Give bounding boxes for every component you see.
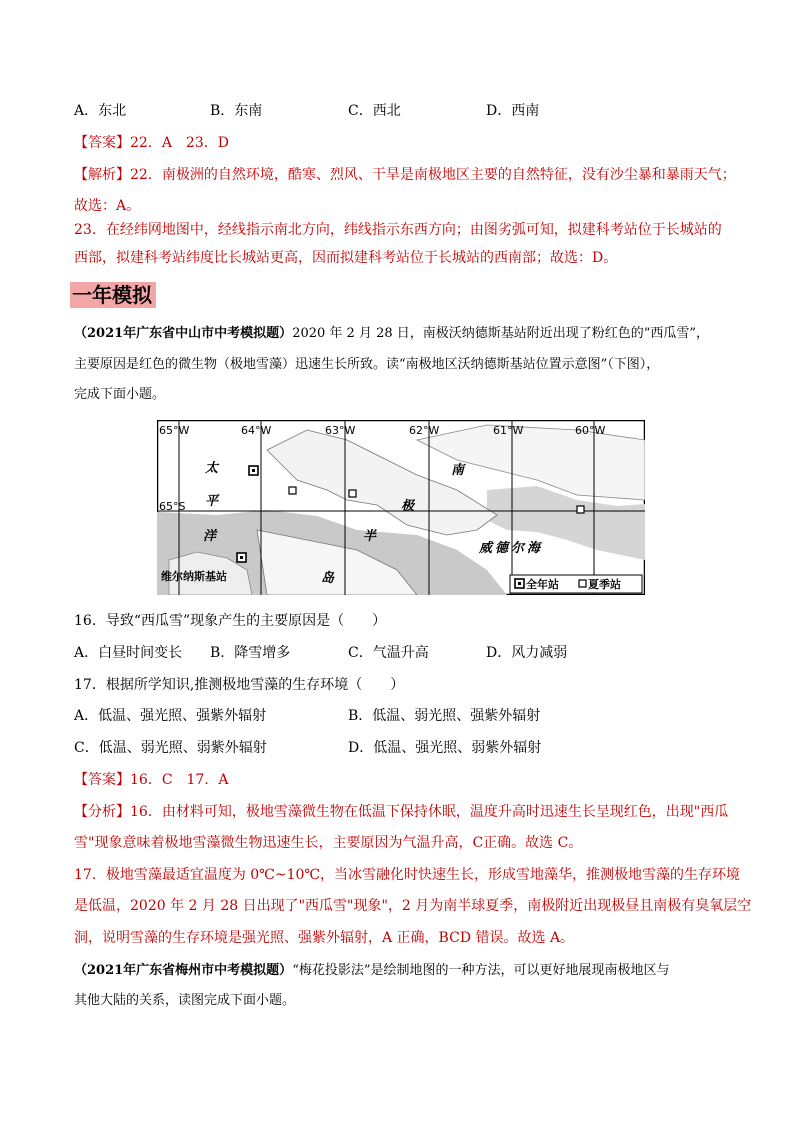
question-stem: 17．根据所学知识,推测极地雪藻的生存环境（ ）	[74, 677, 405, 693]
option-b: B．低温、弱光照、强紫外辐射	[348, 708, 541, 724]
legend-year-icon	[515, 579, 524, 588]
intro-line	[74, 962, 669, 979]
analysis-line: 雪"现象意味着极地雪藻微生物迅速生长，主要原因为气温升高，C正确。故选 C。	[74, 835, 583, 851]
option-a: A．低温、强光照、强紫外辐射	[74, 708, 267, 724]
station-summer-icon	[577, 506, 584, 513]
source-tag: （2021年广东省中山市中考模拟题）	[74, 326, 293, 341]
station-summer-icon	[289, 487, 296, 494]
analysis-line: 23．在经纬网地图中，经线指示南北方向，纬线指示东西方向；由图劣弧可知，拟建科考站位于长城站的	[74, 222, 722, 238]
analysis-line: 西部，拟建科考站纬度比长城站更高，因而拟建科考站位于长城站的西南部；故选：D。	[74, 250, 618, 266]
answer-block-2	[74, 771, 228, 789]
answer-text: 16．C 17．A	[130, 772, 229, 788]
station-label: 维尔纳斯基站	[161, 570, 227, 583]
section-title: 一年模拟	[72, 283, 152, 307]
analysis-text: 16．由材料可知，极地雪藻微生物在低温下保持休眠，温度升高时迅速生长呈现红色，出现"西瓜	[130, 804, 729, 820]
intro-line: 主要原因是红色的微生物（极地雪藻）迅速生长所致。读“南极地区沃纳德斯基站位置示意图”（下图），	[74, 357, 660, 372]
lon-label: 61°W	[493, 424, 524, 437]
intro-line: 完成下面小题。	[74, 387, 166, 402]
legend-year-label: 全年站	[526, 578, 559, 591]
place-label: 平	[205, 494, 219, 509]
analysis-tag: 【分析】	[74, 804, 130, 820]
lon-label: 62°W	[409, 424, 440, 437]
lon-label: 65°W	[159, 424, 190, 437]
station-summer-icon	[349, 490, 356, 497]
option-a: A．白昼时间变长	[74, 645, 183, 661]
intro-text: “梅花投影法”是绘制地图的一种方法，可以更好地展现南极地区与	[292, 963, 670, 978]
answer-block-1	[74, 134, 229, 152]
option-d: D．西南	[486, 103, 540, 119]
option-c: C．西北	[348, 103, 401, 119]
answer-tag: 【答案】	[74, 135, 130, 151]
lon-label: 64°W	[241, 424, 272, 437]
option-c: C．气温升高	[348, 645, 429, 661]
legend-summer-label: 夏季站	[588, 578, 621, 591]
station-year-icon	[249, 466, 258, 475]
answer-tag: 【答案】	[74, 772, 130, 788]
lon-label: 60°W	[575, 424, 606, 437]
analysis-line: 故选：A。	[74, 198, 141, 214]
intro-line: 其他大陆的关系，读图完成下面小题。	[74, 993, 296, 1008]
place-label: 洋	[203, 529, 217, 544]
place-label: 半	[363, 529, 377, 544]
station-location-map	[157, 420, 645, 595]
option-b: B．东南	[210, 103, 263, 119]
option-d: D．风力减弱	[486, 645, 568, 661]
option-c: C．低温、弱光照、弱紫外辐射	[74, 740, 267, 756]
analysis-line	[74, 803, 728, 821]
option-a: A．东北	[74, 103, 127, 119]
analysis-tag: 【解析】	[74, 167, 130, 183]
place-label: 极	[401, 499, 415, 514]
place-label: 太	[205, 461, 219, 476]
analysis-line	[74, 166, 736, 184]
analysis-text: 22．南极洲的自然环境，酷寒、烈风、干旱是南极地区主要的自然特征，没有沙尘暴和暴雨天气；	[130, 167, 736, 183]
lon-label: 63°W	[325, 424, 356, 437]
answer-text: 22．A 23．D	[130, 135, 229, 151]
station-year-icon	[237, 553, 246, 562]
sea-label: 威德尔海	[479, 541, 544, 556]
option-b: B．降雪增多	[210, 645, 291, 661]
analysis-line: 洞，说明雪藻的生存环境是强光照、强紫外辐射，A 正确，BCD 错误。故选 A。	[74, 930, 575, 946]
place-label: 岛	[321, 571, 335, 586]
analysis-line: 17．极地雪藻最适宜温度为 0℃~10℃，当冰雪融化时快速生长，形成雪地藻华，推测极地雪藻的生存环境	[74, 867, 741, 883]
analysis-line: 是低温，2020 年 2 月 28 日出现了"西瓜雪"现象"，2 月为南半球夏季，南极附近出现极昼且南极有臭氧层空	[74, 898, 752, 914]
lat-label: 65°S	[159, 500, 186, 513]
question-stem: 16．导致“西瓜雪”现象产生的主要原因是（ ）	[74, 613, 387, 629]
intro-line	[74, 325, 709, 342]
place-label: 南	[451, 463, 465, 478]
intro-text: 2020 年 2 月 28 日，南极沃纳德斯基站附近出现了粉红色的“西瓜雪”，	[292, 326, 710, 341]
legend-summer-icon	[579, 580, 586, 587]
option-d: D．低温、强光照、弱紫外辐射	[348, 740, 542, 756]
source-tag: （2021年广东省梅州市中考模拟题）	[74, 963, 293, 978]
